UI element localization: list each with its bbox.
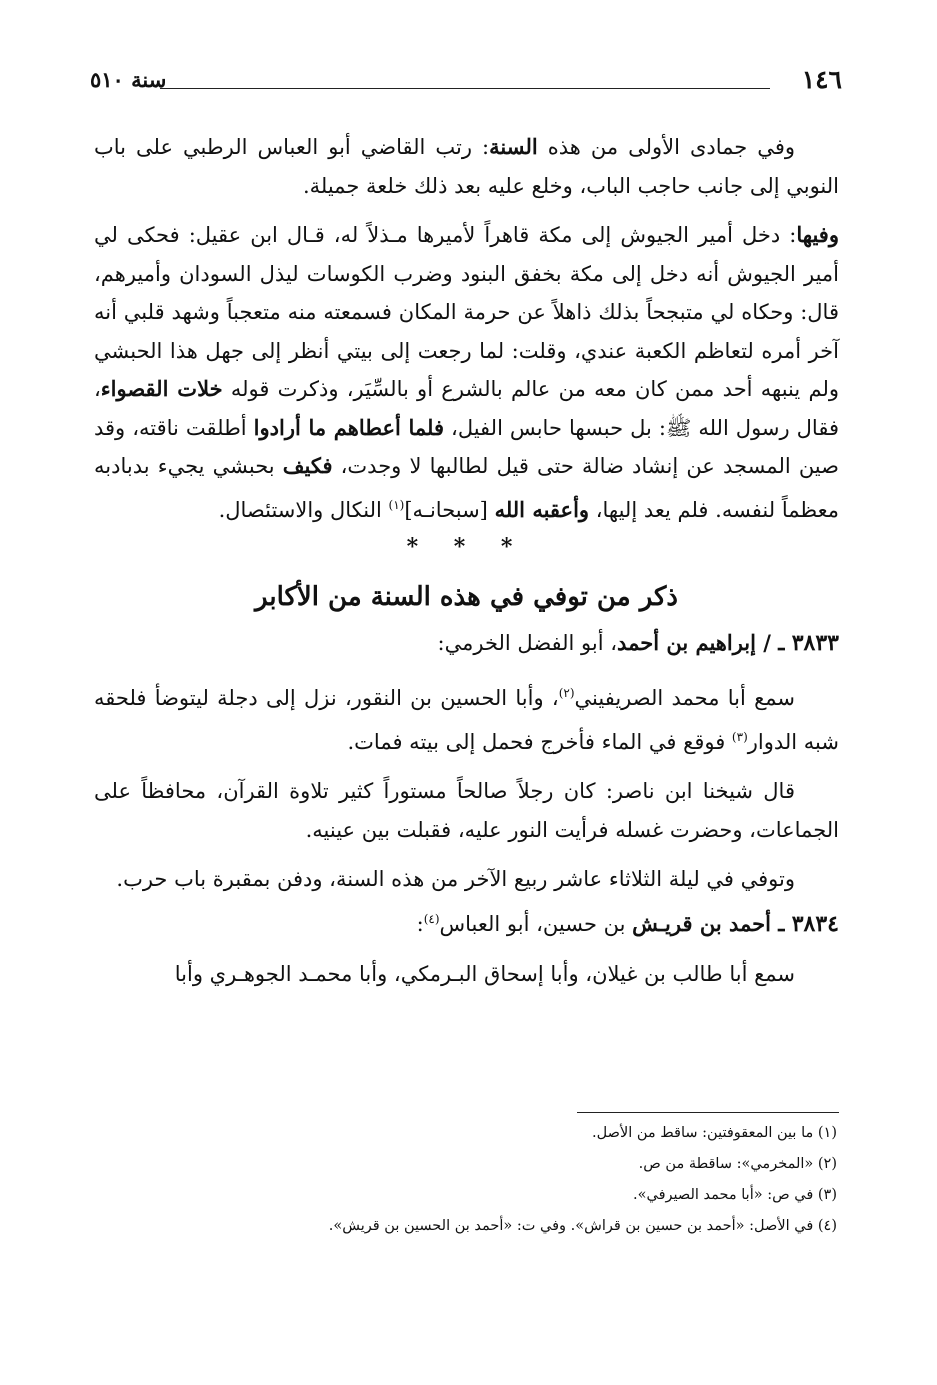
section-divider-stars: * * * xyxy=(406,534,527,560)
paragraph-bio1-praise: قال شيخنا ابن ناصر: كان رجلاً صالحاً مستوراً كثير تلاوة القرآن، محافظاً على الجماعات، وحضرت غسله فرأيت النور عليه، فقبلت بين عينيه. xyxy=(94,779,839,842)
section-title: ذكر من توفي في هذه السنة من الأكابر xyxy=(254,582,678,612)
footnote-4: (٤) في الأصل: «أحمد بن حسين بن قراش». وفي ت: «أحمد بن الحسين بن قريش». xyxy=(328,1218,837,1234)
main-text xyxy=(94,128,839,993)
biography-heading-3834: ٣٨٣٤ ـ أحمد بن قريـش بن حسين، أبو العباس$^{(٤)}$: xyxy=(416,910,839,937)
footnote-list xyxy=(94,1112,839,1242)
footnote-ref: (١) xyxy=(388,497,405,512)
page-header xyxy=(90,62,842,98)
running-head-year: سنة ٥١٠ xyxy=(90,67,167,92)
footnote-1: (١) ما بين المعقوفتين: ساقط من الأصل. xyxy=(592,1125,837,1141)
footnote-ref: (٤) xyxy=(423,911,440,926)
footnotes xyxy=(94,1112,839,1242)
paragraph-appointment: وفي جمادى الأولى من هذه السنة: رتب القاضي أبو العباس الرطبي على باب النوبي إلى جانب حاجب الباب، وخلع عليه بعد ذلك خلعة جميلة. xyxy=(94,134,839,198)
paragraph-mecca: وفيها: دخل أمير الجيوش إلى مكة قاهراً لأميرها مـذلاً له، قـال ابن عقيل: فحكى لي أمير الجيوش أنه دخل إلى مكة بخفق البنود وضرب الكوسات ليذل السودان وأميرهم، قال: وحكاه لي متبجحاً بذلك ذاهلاً عن حرمة المكان فسمعته منه متعجباً وشهد قلبي أنه آخر أمره لتعاظم الكعبة عندي، وقلت: لما رجعت إلى بيتي أنظر إلى جهل هذا الحبشي ولم ينبهه أحد ممن كان معه من عالم بالشرع أو بالسِّيَر، وذكرت قوله خلات القصواء، فقال رسول الله ﷺ: بل حبسها حابس الفيل، فلما أعطاهم ما أرادوا أطلقت ناقته، وقد صين المسجد عن إنشاد ضالة حتى قيل لطالبها لا وجدت، فكيف بحبشي يجيء بدبادبه معظماً لنفسه. فلم يعد إليها، وأعقبه الله [سبحانـه]$^{(١)}$ النكال والاستئصال. xyxy=(94,222,839,522)
footnote-3: (٣) في ص: «أبا محمد الصيرفي». xyxy=(633,1187,837,1203)
paragraph-bio2-teachers: سمع أبا طالب بن غيلان، وأبا إسحاق البـرمكي، وأبا محمـد الجوهـري وأبا xyxy=(174,961,795,986)
page-number: ١٤٦ xyxy=(801,65,842,94)
footnote-2: (٢) «المخرمي»: ساقطة من ص. xyxy=(638,1156,837,1172)
footnote-ref: (٣) xyxy=(731,729,748,744)
biography-heading-3833: ٣٨٣٣ ـ / إبراهيم بن أحمد، أبو الفضل الخرمي: xyxy=(437,630,839,656)
footnote-ref: (٢) xyxy=(558,686,575,700)
paragraph-bio1-death: وتوفي في ليلة الثلاثاء عاشر ربيع الآخر من هذه السنة، ودفن بمقبرة باب حرب. xyxy=(116,867,795,891)
header-rule xyxy=(160,88,770,89)
footnote-rule xyxy=(577,1112,839,1113)
paragraph-bio1-teachers: سمع أبا محمد الصريفيني$^{(٢)}$، وأبا الحسين بن النقور، نزل إلى دجلة ليتوضأ فلحقه شبه الدوار$^{(٣)}$ فوقع في الماء فأخرج فحمل إلى بيته فمات. xyxy=(94,686,839,754)
